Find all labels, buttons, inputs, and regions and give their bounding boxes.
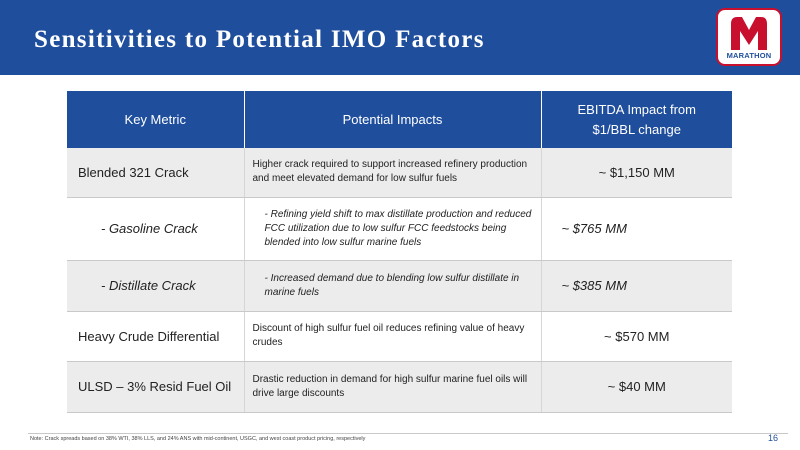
page-number: 16 — [768, 433, 779, 443]
header-key-metric: Key Metric — [67, 91, 244, 148]
ebitda-cell: ~ $765 MM — [541, 197, 732, 260]
table-header-row — [67, 91, 732, 148]
ebitda-cell: ~ $570 MM — [541, 311, 732, 361]
impact-cell: Higher crack required to support increased refinery production and meet elevated demand for low sulfur fuels — [244, 148, 541, 197]
impact-cell: - Refining yield shift to max distillate production and reduced FCC utilization due to low sulfur FCC feedstocks being blended into low sulfur marine fuels — [244, 197, 541, 260]
table-row — [67, 260, 732, 311]
footer-divider — [28, 433, 788, 434]
ebitda-cell: ~ $40 MM — [541, 361, 732, 412]
metric-cell: Heavy Crude Differential — [67, 311, 244, 361]
metric-cell: - Distillate Crack — [67, 260, 244, 311]
marathon-logo — [716, 8, 782, 66]
header-ebitda-impact — [541, 91, 732, 148]
impact-cell: - Increased demand due to blending low sulfur distillate in marine fuels — [244, 260, 541, 311]
metric-cell: ULSD – 3% Resid Fuel Oil — [67, 361, 244, 412]
table-row — [67, 148, 732, 197]
marathon-m-icon — [727, 14, 771, 52]
metric-cell: - Gasoline Crack — [67, 197, 244, 260]
header-ebitda-label: EBITDA Impact from $1/BBL change — [577, 101, 696, 137]
header-potential-impacts: Potential Impacts — [244, 91, 541, 148]
table-row — [67, 197, 732, 260]
metric-cell: Blended 321 Crack — [67, 148, 244, 197]
logo-wordmark: MARATHON — [726, 51, 772, 60]
ebitda-cell: ~ $385 MM — [541, 260, 732, 311]
page-title: Sensitivities to Potential IMO Factors — [34, 26, 485, 53]
impact-cell: Discount of high sulfur fuel oil reduces refining value of heavy crudes — [244, 311, 541, 361]
footnote: Note: Crack spreads based on 38% WTI, 38% LLS, and 24% ANS with mid-continent, USGC, and west coast product pricing, respectively — [30, 436, 366, 442]
title-bar — [0, 0, 800, 75]
table-row — [67, 361, 732, 412]
ebitda-cell: ~ $1,150 MM — [541, 148, 732, 197]
sensitivity-table — [67, 91, 732, 413]
impact-cell: Drastic reduction in demand for high sulfur marine fuel oils will drive large discounts — [244, 361, 541, 412]
table-row — [67, 311, 732, 361]
